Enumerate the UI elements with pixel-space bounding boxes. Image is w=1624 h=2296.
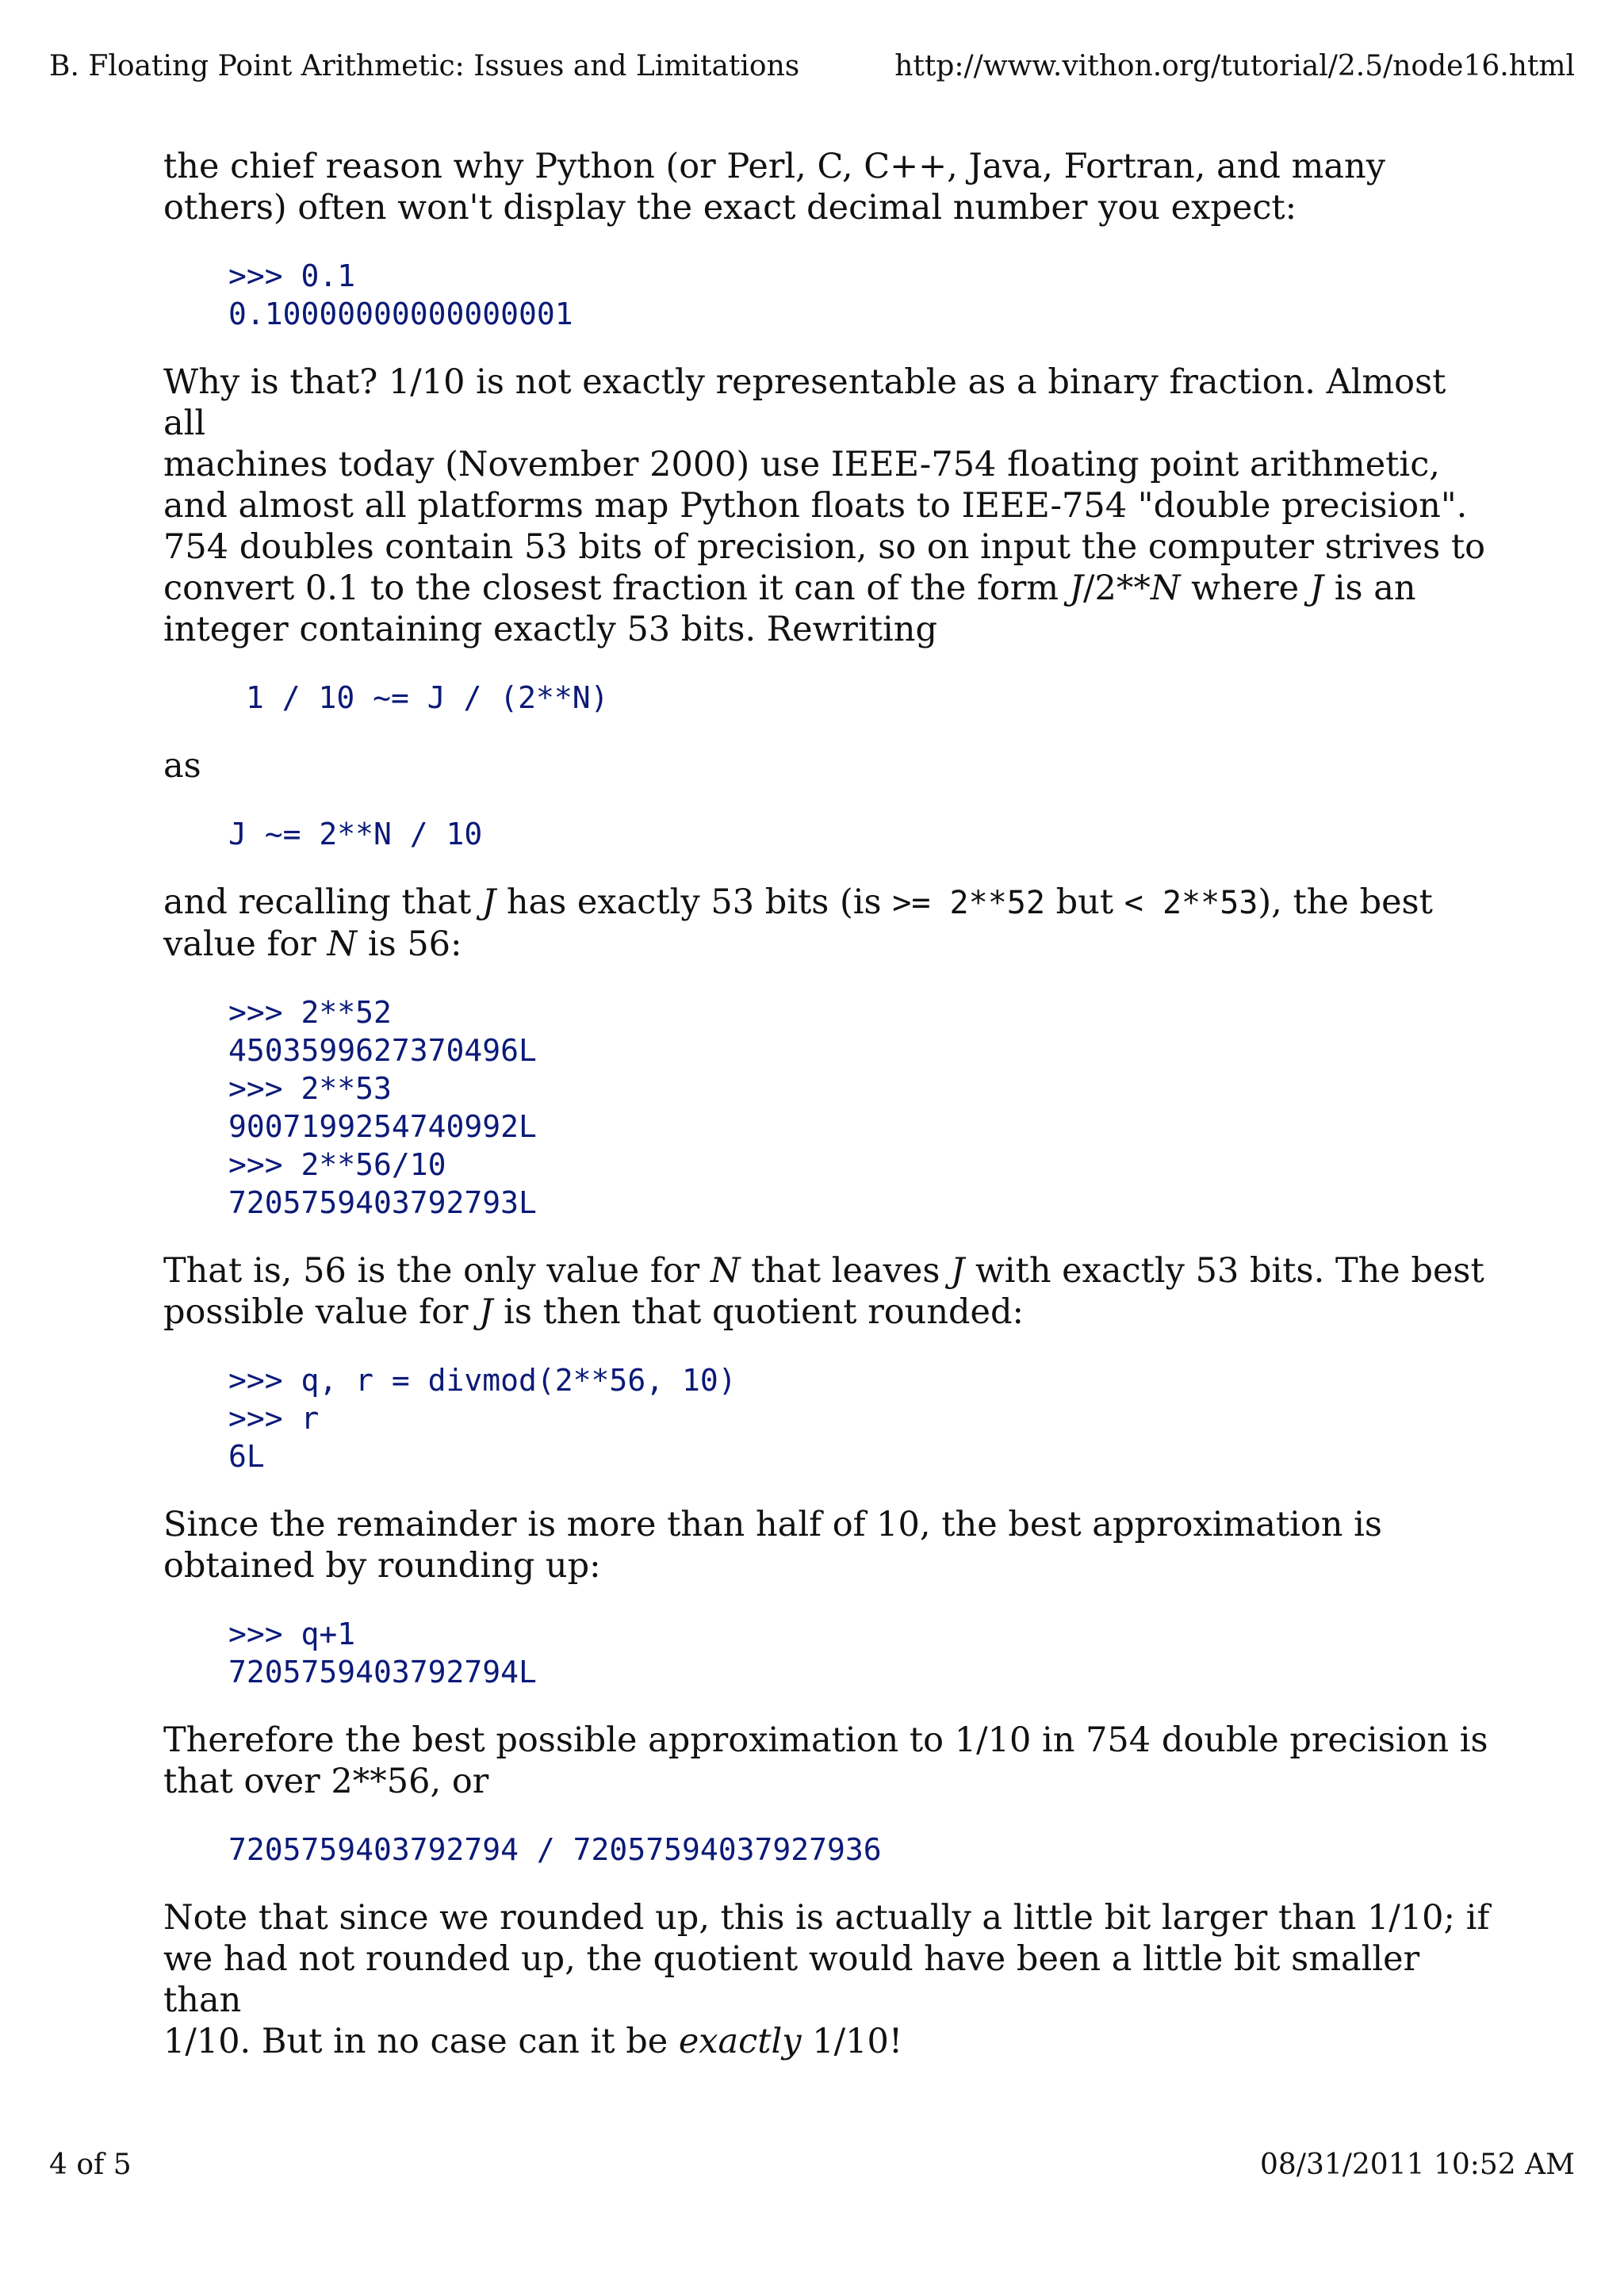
code-block-powers: >>> 2**52 4503599627370496L >>> 2**53 9007199254740992L >>> 2**56/10 7205759403792793L	[228, 995, 537, 1220]
paragraph-that-is: That is, 56 is the only value for N that leaves J with exactly 53 bits. The best possible value for J is then that quotient rounded:	[163, 1251, 1484, 1332]
page-number: 4 of 5	[49, 2149, 132, 2181]
paragraph-why: Why is that? 1/10 is not exactly representable as a binary fraction. Almost all machines today (November 2000) use IEEE-754 floating point arithmetic, and almost all platforms map Python floats to IEEE-754 "double precision". 754 doubles contain 53 bits of precision, so on input the computer strives to convert 0.1 to the closest fraction it can of the form J/2**N where J is an integer containing exactly 53 bits. Rewriting	[163, 362, 1486, 649]
code-block-divmod: >>> q, r = divmod(2**56, 10) >>> r 6L	[228, 1363, 737, 1474]
code-block-rewrite: 1 / 10 ~= J / (2**N)	[246, 680, 609, 715]
paragraph-therefore: Therefore the best possible approximation to 1/10 in 754 double precision is that over 2**56, or	[163, 1720, 1488, 1801]
paragraph-note: Note that since we rounded up, this is actually a little bit larger than 1/10; if we had not rounded up, the quotient would have been a little bit smaller than 1/10. But in no case can it be exactly 1/10!	[163, 1898, 1490, 2061]
print-datetime: 08/31/2011 10:52 AM	[1260, 2149, 1575, 2181]
code-block-fraction: 7205759403792794 / 72057594037927936	[228, 1832, 882, 1867]
paragraph-as: as	[163, 746, 201, 786]
document-body	[163, 146, 1496, 2062]
code-block-j: J ~= 2**N / 10	[228, 817, 483, 851]
paragraph-intro: the chief reason why Python (or Perl, C, C++, Java, Fortran, and many others) often won't display the exact decimal number you expect:	[163, 147, 1385, 228]
page-header-url: http://www.vithon.org/tutorial/2.5/node16.html	[894, 50, 1575, 82]
page-header-title: B. Floating Point Arithmetic: Issues and Limitations	[49, 50, 800, 82]
code-block-q-plus-1: >>> q+1 7205759403792794L	[228, 1617, 537, 1689]
paragraph-recalling: and recalling that J has exactly 53 bits (is >= 2**52 but < 2**53), the best value for N is 56:	[163, 882, 1433, 964]
paragraph-remainder: Since the remainder is more than half of 10, the best approximation is obtained by rounding up:	[163, 1505, 1382, 1586]
code-block-0-1: >>> 0.1 0.10000000000000001	[228, 258, 573, 331]
